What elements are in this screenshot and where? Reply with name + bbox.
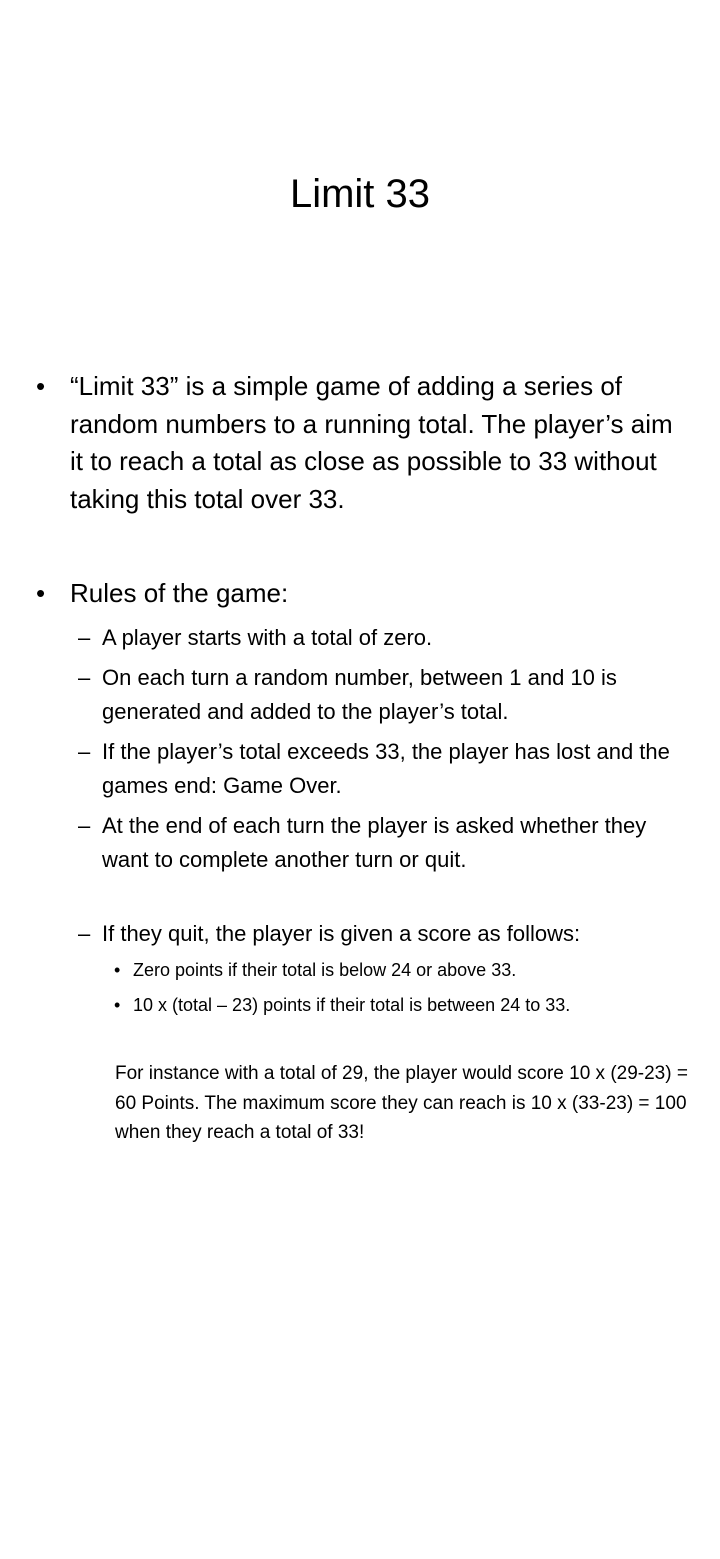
bullet-marker: • <box>36 371 46 401</box>
rule-item <box>78 735 678 802</box>
rules-heading-item <box>36 575 686 613</box>
rule-text: A player starts with a total of zero. <box>102 625 433 650</box>
rule-item <box>78 621 678 655</box>
rule-text: On each turn a random number, between 1 and 10 is generated and added to the player’s total. <box>102 665 617 724</box>
intro-paragraph <box>36 368 686 518</box>
page-title: Limit 33 <box>289 172 431 216</box>
dash-marker: – <box>78 813 91 838</box>
rule-text: If they quit, the player is given a score as follows: <box>102 921 581 946</box>
rule-text: At the end of each turn the player is asked whether they want to complete another turn or quit. <box>102 813 647 872</box>
dash-marker: – <box>78 739 91 764</box>
rules-heading: Rules of the game: <box>70 578 289 608</box>
dash-marker: – <box>78 921 91 946</box>
scoring-text: Zero points if their total is below 24 or above 33. <box>133 960 517 980</box>
bullet-marker: • <box>114 995 121 1015</box>
bullet-marker: • <box>114 960 121 980</box>
dash-marker: – <box>78 665 91 690</box>
rule-item <box>78 917 678 951</box>
intro-text: “Limit 33” is a simple game of adding a series of random numbers to a running total. The player’s aim it to reach a total as close as possible to 33 without taking this total over 33. <box>70 371 673 514</box>
scoring-text: 10 x (total – 23) points if their total is between 24 to 33. <box>133 995 571 1015</box>
dash-marker: – <box>78 625 91 650</box>
rule-item <box>78 661 678 728</box>
rule-text: If the player’s total exceeds 33, the player has lost and the games end: Game Over. <box>102 739 670 798</box>
scoring-item <box>114 957 694 983</box>
scoring-item <box>114 992 694 1018</box>
rule-item <box>78 809 678 876</box>
bullet-marker: • <box>36 578 46 608</box>
example-note: For instance with a total of 29, the player would score 10 x (29-23) = 60 Points. The maximum score they can reach is 10 x (33-23) = 100 when they reach a total of 33! <box>115 1063 688 1143</box>
